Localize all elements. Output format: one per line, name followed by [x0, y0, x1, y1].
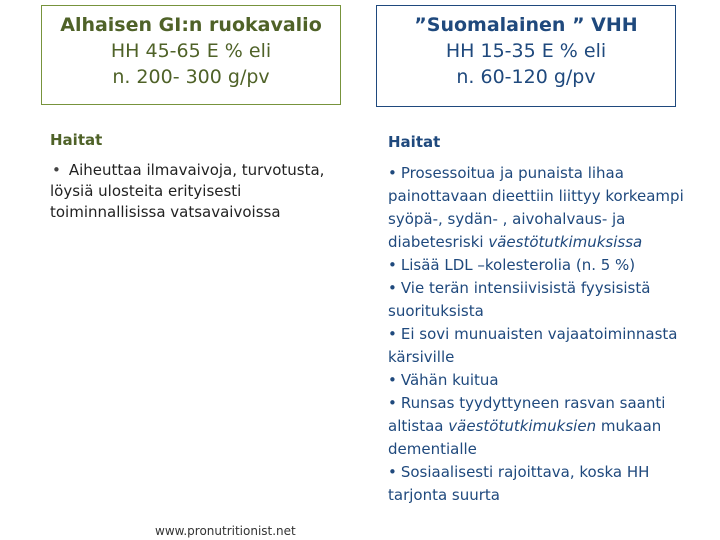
finnish-lchf-title: ”Suomalainen ” VHH [414, 14, 638, 36]
low-gi-drawback-item [50, 160, 350, 223]
drawback-line-italic: väestötutkimuksien [448, 417, 597, 435]
drawback-line: painottavaan dieettiin liittyy korkeampi [388, 187, 684, 205]
low-gi-drawbacks [50, 130, 350, 223]
low-gi-diet-title: Alhaisen GI:n ruokavalio [60, 14, 322, 36]
drawback-line: dementialle [388, 440, 477, 458]
lchf-drawback-item [388, 162, 713, 254]
low-gi-drawbacks-heading: Haitat [50, 131, 103, 149]
drawback-line: mukaan [596, 417, 662, 435]
bullet-icon: • [388, 463, 397, 481]
footer-url: www.pronutritionist.net [155, 524, 296, 538]
drawback-line: Prosessoitua ja punaista lihaa [400, 164, 624, 182]
finnish-lchf-grams: n. 60-120 g/pv [456, 66, 596, 88]
drawback-line: Sosiaalisesti rajoittava, koska HH [400, 463, 650, 481]
drawback-line: syöpä-, sydän- , aivohalvaus- ja [388, 210, 626, 228]
lchf-drawback-item [388, 369, 713, 392]
bullet-icon: • [388, 279, 397, 297]
drawback-line: Lisää LDL –kolesterolia (n. 5 %) [400, 256, 636, 274]
bullet-icon: • [388, 164, 397, 182]
drawback-line: Runsas tyydyttyneen rasvan saanti [400, 394, 666, 412]
lchf-drawback-item [388, 392, 713, 461]
drawback-line: Vie terän intensiivisistä fyysisistä [400, 279, 651, 297]
bullet-icon: • [388, 371, 397, 389]
lchf-drawbacks [388, 132, 713, 507]
bullet-icon: • [52, 161, 61, 179]
bullet-icon: • [388, 256, 397, 274]
lchf-drawback-item [388, 254, 713, 277]
low-gi-diet-grams: n. 200- 300 g/pv [112, 66, 270, 88]
drawback-line: toiminnallisissa vatsavaivoissa [50, 203, 281, 221]
lchf-drawback-item [388, 323, 713, 369]
drawback-line: löysiä ulosteita erityisesti [50, 182, 242, 200]
lchf-drawback-item [388, 461, 713, 507]
drawback-line: altistaa [388, 417, 449, 435]
drawback-line: tarjonta suurta [388, 486, 501, 504]
lchf-drawback-item [388, 277, 713, 323]
drawback-line: Ei sovi munuaisten vajaatoiminnasta [400, 325, 678, 343]
low-gi-diet-percentage: HH 45-65 E % eli [110, 40, 272, 62]
drawback-line: kärsiville [388, 348, 455, 366]
finnish-lchf-box [376, 5, 676, 107]
bullet-icon: • [388, 394, 397, 412]
finnish-lchf-percentage: HH 15-35 E % eli [445, 40, 607, 62]
low-gi-diet-box [41, 5, 341, 105]
drawback-line: suorituksista [388, 302, 484, 320]
drawback-line: Aiheuttaa ilmavaivoja, turvotusta, [68, 161, 325, 179]
lchf-drawbacks-heading: Haitat [388, 133, 441, 151]
drawback-line: diabetesriski [388, 233, 489, 251]
drawback-line-italic: väestötutkimuksissa [488, 233, 643, 251]
drawback-line: Vähän kuitua [400, 371, 499, 389]
bullet-icon: • [388, 325, 397, 343]
